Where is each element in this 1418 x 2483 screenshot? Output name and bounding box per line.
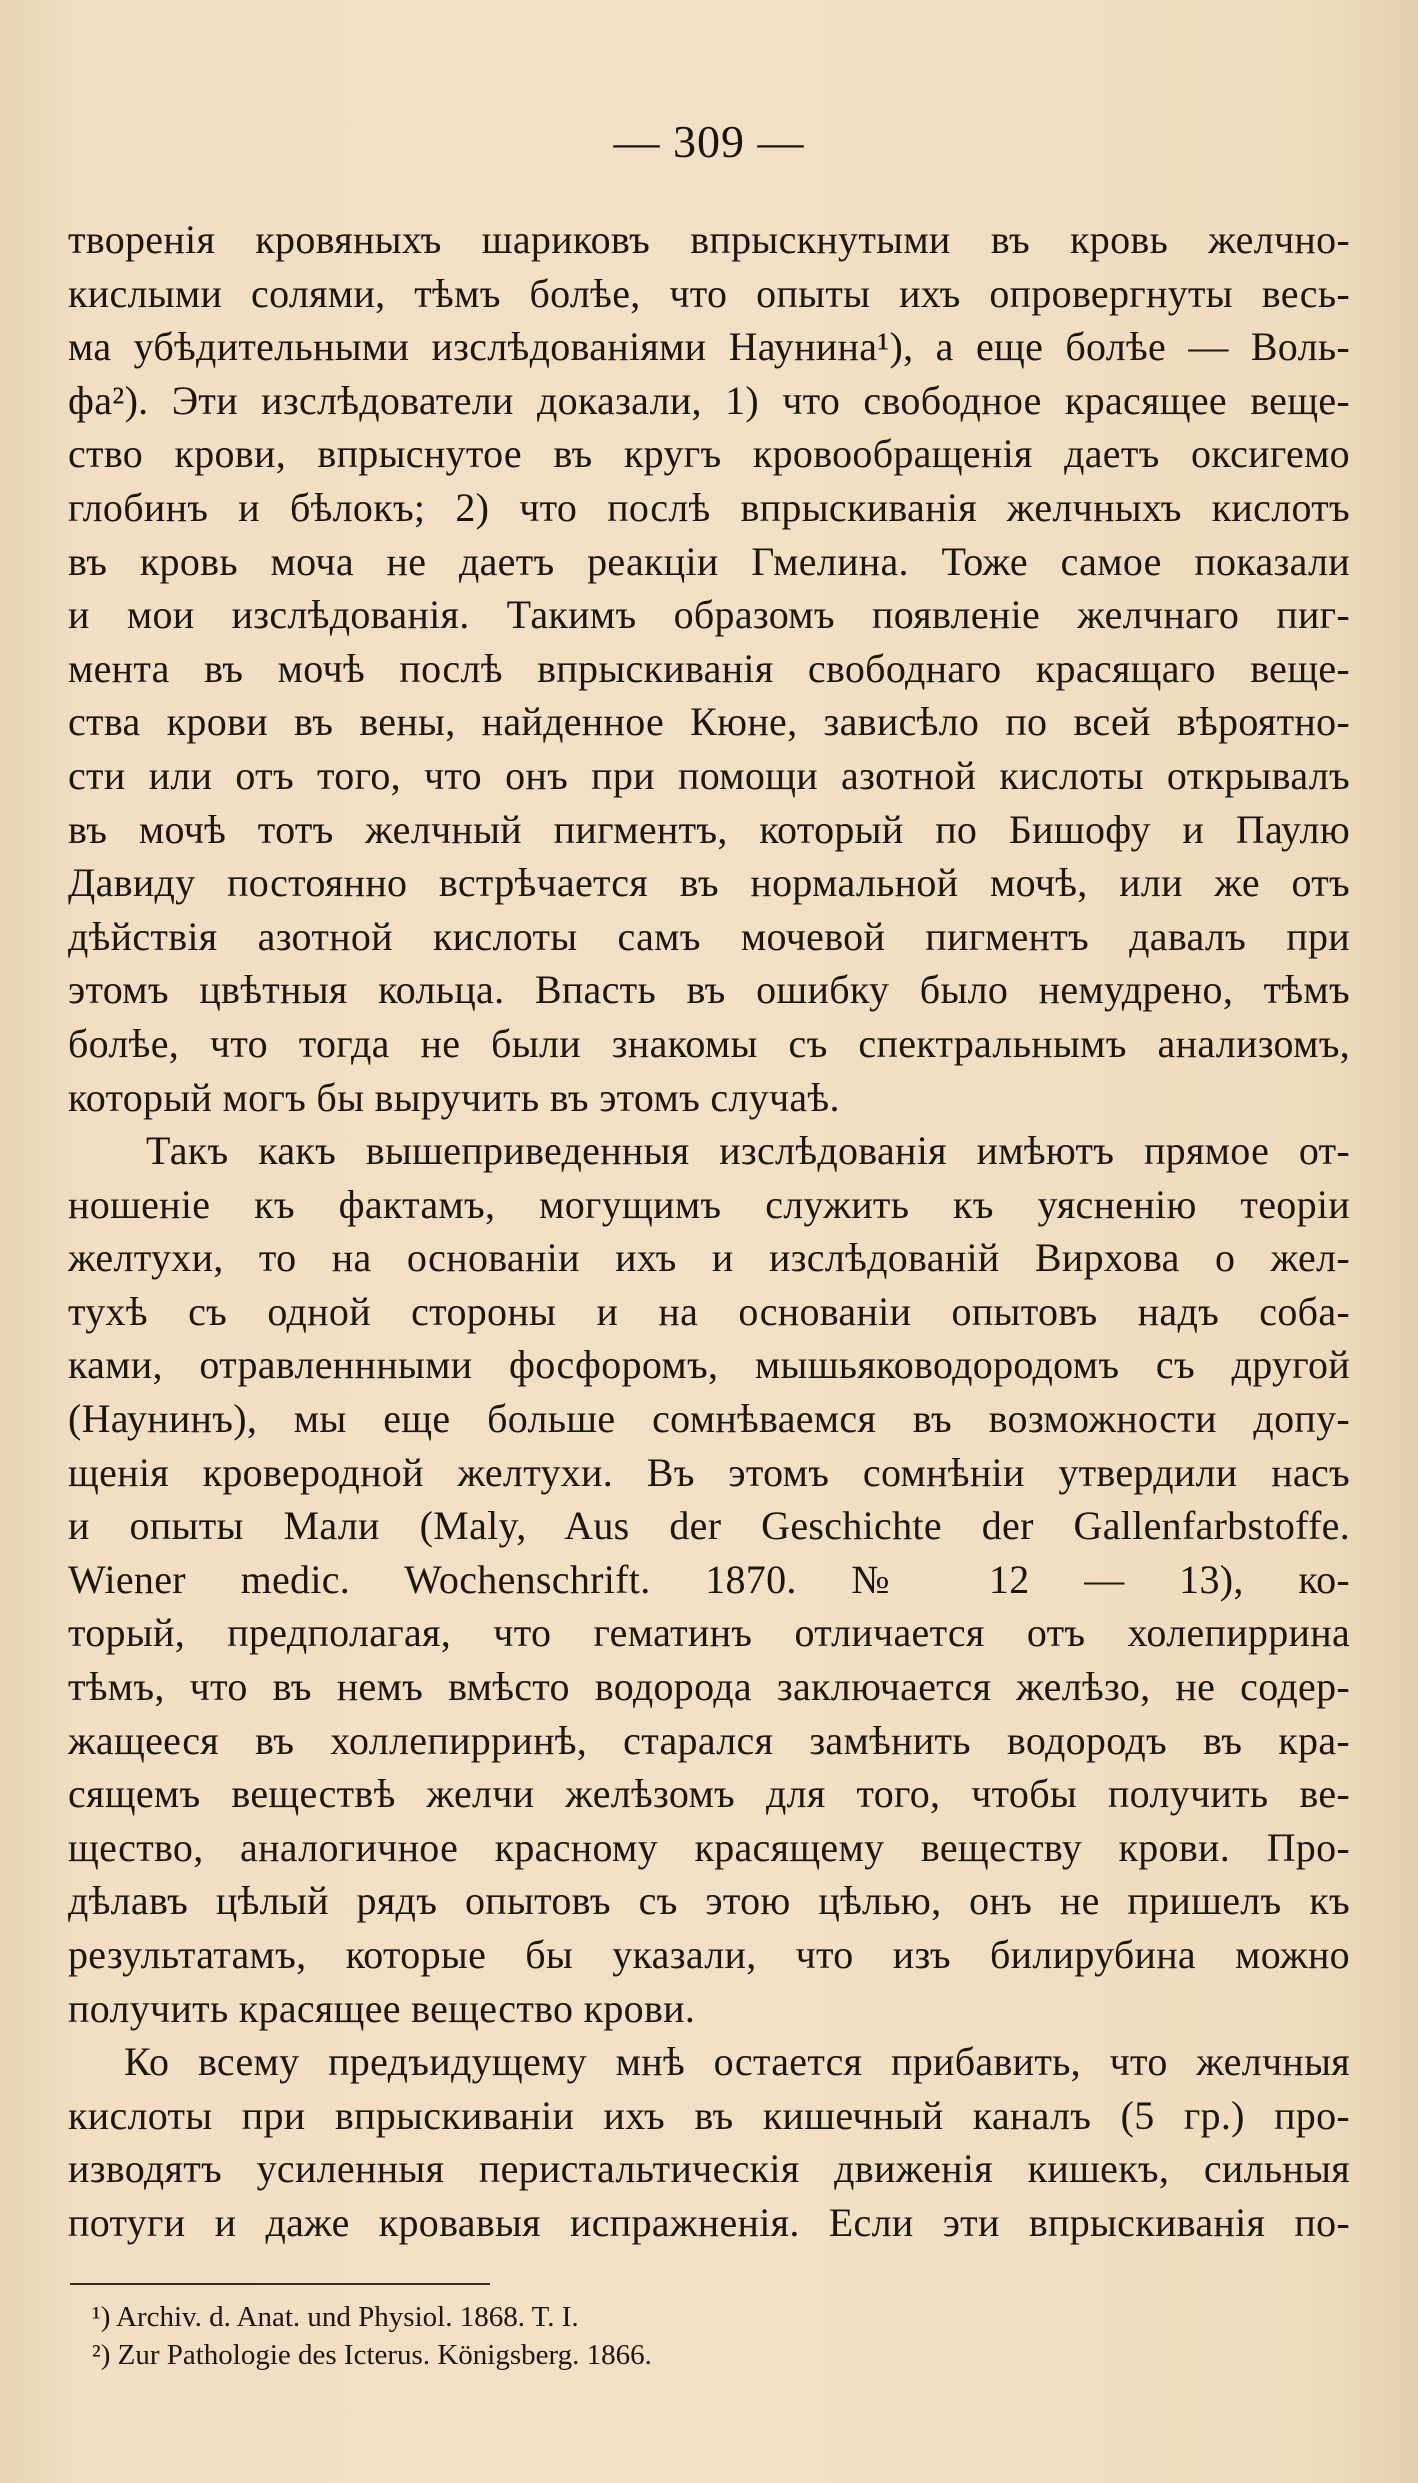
text-line: сящемъ веществѣ желчи желѣзомъ для того, чтобы получить ве- — [68, 1771, 1350, 1817]
footnote-mark: ²) — [92, 2339, 111, 2371]
text-line: щенія кроверодной желтухи. Въ этомъ сомнѣніи утвердили насъ — [68, 1449, 1350, 1495]
text-line: этомъ цвѣтныя кольца. Впасть въ ошибку было немудрено, тѣмъ — [68, 967, 1350, 1013]
text-line: дѣлавъ цѣлый рядъ опытовъ съ этою цѣлью, онъ не пришелъ къ — [68, 1878, 1350, 1924]
text-line: ство крови, впрыснутое въ кругъ кровообращенія даетъ оксигемо — [68, 431, 1350, 477]
text-line: результатамъ, которые бы указали, что изъ билирубина можно — [68, 1932, 1350, 1977]
text-line: тѣмъ, что въ немъ вмѣсто водорода заключается желѣзо, не содер- — [68, 1664, 1350, 1710]
footnotes — [92, 2298, 1292, 2374]
text-line: тухѣ съ одной стороны и на основаніи опытовъ надъ соба- — [68, 1288, 1350, 1334]
body-text — [68, 213, 1350, 2250]
text-line: кислыми солями, тѣмъ болѣе, что опыты ихъ опровергнуты весь- — [68, 270, 1350, 316]
text-line: въ мочѣ тотъ желчный пигментъ, который по Бишофу и Паулю — [68, 806, 1350, 852]
text-line: ства крови въ вены, найденное Кюне, зависѣло по всей вѣроятно- — [68, 699, 1350, 745]
text-line: мента въ мочѣ послѣ впрыскиванія свободнаго красящаго веще- — [68, 645, 1350, 691]
text-line: сти или отъ того, что онъ при помощи азотной кислоты открывалъ — [68, 752, 1350, 798]
footnote-1 — [92, 2298, 1292, 2336]
text-line: въ кровь моча не даетъ реакціи Гмелина. Тоже самое показали — [68, 538, 1350, 584]
text-line: ношеніе къ фактамъ, могущимъ служить къ уясненію теоріи — [68, 1181, 1350, 1227]
text-line: ма убѣдительными изслѣдованіями Наунина¹), а еще болѣе — Воль- — [68, 324, 1350, 370]
footnote-text: Archiv. d. Anat. und Physiol. 1868. T. I. — [116, 2301, 579, 2333]
text-line: творенія кровяныхъ шариковъ впрыскнутыми въ кровь желчно- — [68, 217, 1350, 262]
text-line: торый, предполагая, что гематинъ отличается отъ холепиррина — [68, 1610, 1350, 1656]
text-line: и мои изслѣдованія. Такимъ образомъ появленіе желчнаго пиг- — [68, 592, 1350, 638]
text-line: дѣйствія азотной кислоты самъ мочевой пигментъ давалъ при — [68, 913, 1350, 959]
text-line: фа²). Эти изслѣдователи доказали, 1) что свободное красящее веще- — [68, 377, 1350, 423]
text-line: получить красящее вещество крови. — [68, 1985, 696, 2031]
footnote-2 — [92, 2336, 1292, 2374]
text-line: жащееся въ холлепирринѣ, старался замѣнить водородъ въ кра- — [68, 1717, 1350, 1763]
text-line: и опыты Мали (Maly, Aus der Geschichte der Gallenfarbstoffe. — [68, 1503, 1350, 1549]
page-number: — 309 — — [613, 116, 805, 167]
footnote-mark: ¹) — [92, 2301, 111, 2333]
text-line: потуги и даже кровавыя испражненія. Если эти впрыскиванія по- — [68, 2199, 1350, 2245]
text-line: Давиду постоянно встрѣчается въ нормальной мочѣ, или же отъ — [68, 860, 1350, 906]
text-line: ками, отравленнными фосфоромъ, мышьяководородомъ съ другой — [68, 1342, 1350, 1388]
text-line: болѣе, что тогда не были знакомы съ спектральнымъ анализомъ, — [68, 1020, 1350, 1066]
paragraph-start-line: Ко всему предъидущему мнѣ остается прибавить, что желчныя — [124, 2039, 1350, 2085]
footnote-divider — [70, 2283, 490, 2285]
text-line: изводятъ усиленныя перистальтическія движенія кишекъ, сильныя — [68, 2146, 1350, 2192]
text-line: кислоты при впрыскиваніи ихъ въ кишечный каналъ (5 гр.) про- — [68, 2092, 1350, 2138]
text-line: щество, аналогичное красному красящему веществу крови. Про- — [68, 1824, 1350, 1870]
text-line: (Наунинъ), мы еще больше сомнѣваемся въ возможности допу- — [68, 1396, 1350, 1442]
text-line: который могъ бы выручить въ этомъ случаѣ. — [68, 1074, 840, 1120]
paragraph-start-line: Такъ какъ вышеприведенныя изслѣдованія имѣютъ прямое от- — [146, 1128, 1350, 1174]
text-line: Wiener medic. Wochenschrift. 1870. № 12 — 13), ко- — [68, 1556, 1350, 1602]
text-line: глобинъ и бѣлокъ; 2) что послѣ впрыскиванія желчныхъ кислотъ — [68, 484, 1350, 530]
text-line: желтухи, то на основаніи ихъ и изслѣдованій Вирхова о жел- — [68, 1235, 1350, 1281]
footnote-text: Zur Pathologie des Icterus. Königsberg. 1866. — [117, 2339, 652, 2371]
